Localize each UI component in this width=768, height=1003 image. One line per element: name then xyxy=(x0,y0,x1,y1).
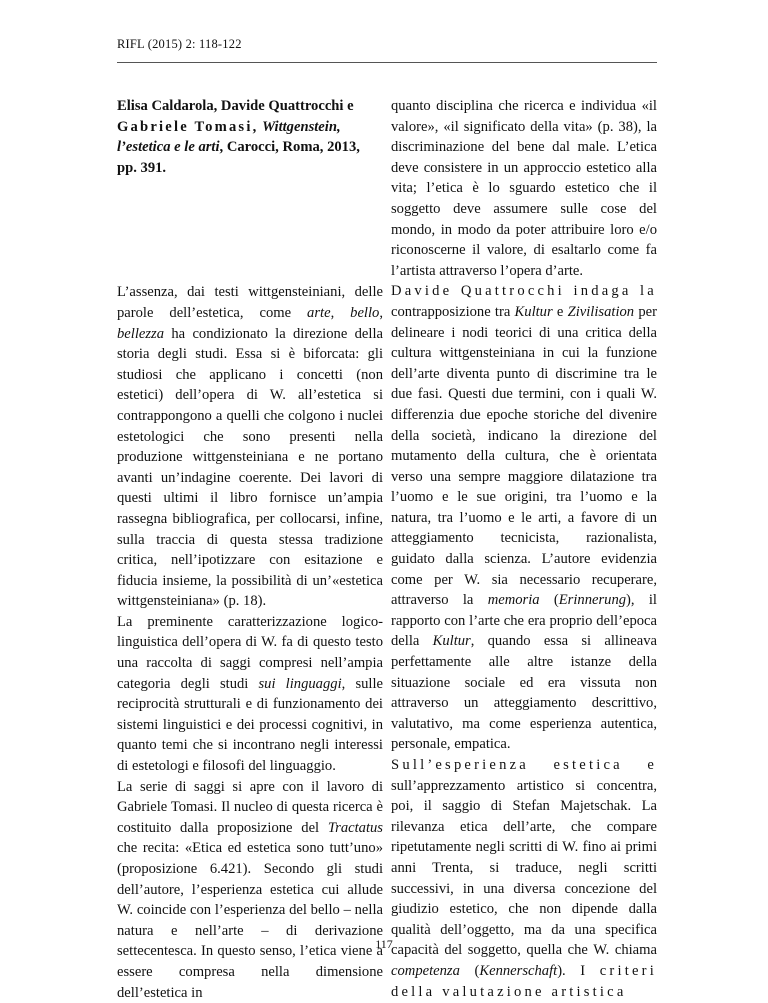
text-run: per delineare i nodi teorici di una critica della cultura wittgensteiniana in cui la funzione dell’arte diventa punto di discrimine tra le due fasi. Questi due termini, con i quali W. differenzia due epoche storiche del divenire della società, indicano la direzione del mutamento della cultura, che è orientata verso una sempre maggiore dilatazione tra l’uomo e le sue origini, tra l’uomo e la natura, tra l’uomo e le arti, a favore di un atteggiamento tecnicista, razionalista, guidato dalla scienza. L’autore evidenzia come per W. sia necessario recuperare, attraverso la xyxy=(391,303,657,609)
paragraph-3 xyxy=(117,777,383,1003)
text-run: ( xyxy=(459,962,480,979)
term-kultur: Kultur xyxy=(432,633,471,650)
text-run: , xyxy=(379,304,383,321)
text-run: ). I xyxy=(557,962,600,979)
text-run: , quando essa si allineava perfettamente alle altre istanze della situazione sociale ed era vissuta non attraverso un atteggiamento descrittivo, valutativo, ma come esperienza autentica, personale, empatica. xyxy=(391,633,658,753)
text-run-spaced: criteri della valutazione artistica xyxy=(391,962,657,1000)
page-number: 117 xyxy=(375,937,393,951)
term-kennerschaft: Kennerschaft xyxy=(479,962,558,979)
review-book-title: Wittgenstein, l’estetica e le arti xyxy=(117,118,341,156)
text-run: contrapposizione tra xyxy=(391,303,515,320)
review-author-tomasi: Gabriele Tomasi, xyxy=(117,118,259,135)
text-run: , xyxy=(330,304,351,321)
term-sui-linguaggi: sui linguaggi xyxy=(258,675,342,692)
review-authors: Elisa Caldarola, Davide Quattrocchi e xyxy=(117,98,354,114)
text-run: sull’apprezzamento artistico si concentra, poi, il saggio di Stefan Majetschak. La rilevanza etica dell’arte, che compare ripetutamente negli scritti di W. fino ai primi anni Trenta, si traduce, negli scritti successivi, in una diversa concezione del giudizio estetico, che non dipende dalla qualità dell’oggetto, ma da una specifica capacità del soggetto, quella che W. chiama xyxy=(391,777,657,959)
text-run: La preminente caratterizzazione logico-linguistica dell’opera di W. fa di questo testo una raccolta di saggi compresi nell’ampia categoria degli studi xyxy=(117,613,383,692)
text-run: , sulle reciprocità strutturali e di funzionamento dei sistemi linguistici e dei processi cognitivi, in quanto temi che si incontrano negli interessi di estetologi e filosofi del linguaggio. xyxy=(117,675,384,775)
text-run-spaced: Davide Quattrocchi indaga la xyxy=(391,283,657,300)
term-kultur: Kultur xyxy=(514,303,553,320)
text-run: L’assenza, dai testi wittgensteiniani, delle parole dell’estetica, come xyxy=(117,284,383,321)
term-tractatus: Tractatus xyxy=(327,819,383,836)
text-run: e xyxy=(552,303,568,320)
text-run: che recita: «Etica ed estetica sono tutt’uno» (proposizione 6.421). Secondo gli studi dell’autore, l’esperienza estetica cui allude W. coincide con l’esperienza del bello – nella natura e nell’arte – di derivazione settecentesca. In questo senso, l’etica viene a essere compresa nella dimensione dell’estetica in xyxy=(117,840,383,1001)
paragraph-5 xyxy=(391,281,657,755)
term-bello: bello xyxy=(350,304,380,321)
paragraph-6 xyxy=(391,755,657,1002)
term-competenza: competenza xyxy=(391,962,460,979)
paragraph-1 xyxy=(117,282,383,612)
text-run-spaced: Sull’esperienza estetica e xyxy=(391,757,657,773)
text-run: ( xyxy=(539,592,559,609)
review-heading xyxy=(117,96,383,178)
heading-gap xyxy=(117,178,383,282)
text-run: ha condizionato la direzione della storia degli studi. Essa si è biforcata: gli studiosi che applicano i concetti (non estetici) dell’opera di W. all’estetica si contrappongono a quelli che colgono i nuclei estetologici che sono presenti nella produzione wittgensteiniana e ne portano avanti un’indagine coerente. Dei lavori di questi ultimi il libro fornisce un’ampia rassegna bibliografica, per collocarsi, infine, sulla traccia di questa stessa tradizione critica, nell’ipotizzare con esitazione e fiducia insieme, la possibilità di un’«estetica wittgensteiniana» (p. 18). xyxy=(117,325,383,610)
header-rule xyxy=(117,62,657,63)
term-arte: arte xyxy=(307,304,331,321)
term-memoria: memoria xyxy=(487,592,540,609)
right-column xyxy=(391,96,657,1002)
review-publication: , Carocci, Roma, 2013, pp. 391. xyxy=(117,139,360,176)
term-zivilisation: Zivilisation xyxy=(567,303,635,320)
left-column xyxy=(117,96,383,1003)
paragraph-2 xyxy=(117,612,383,777)
running-header: RIFL (2015) 2: 118-122 xyxy=(117,37,242,51)
paragraph-4: quanto disciplina che ricerca e individua «il valore», «il significato della vita» (p. 38), la discriminazione del bene dal male. L’etica deve consistere in un approccio estetico alla vita; l’etica è lo sguardo estetico che il soggetto deve assumere sulle cose del mondo, in modo da poter attribuire loro e/o riconoscerne il valore, di esaltarlo come fa l’artista attraverso l’opera d’arte. xyxy=(391,98,657,279)
text-run: La serie di saggi si apre con il lavoro di Gabriele Tomasi. Il nucleo di questa ricerca è costituito dalla proposizione del xyxy=(117,778,383,836)
term-bellezza: bellezza xyxy=(117,325,165,342)
text-run: ), il rapporto con l’arte che era proprio dell’epoca della xyxy=(391,592,657,650)
term-erinnerung: Erinnerung xyxy=(558,592,627,609)
